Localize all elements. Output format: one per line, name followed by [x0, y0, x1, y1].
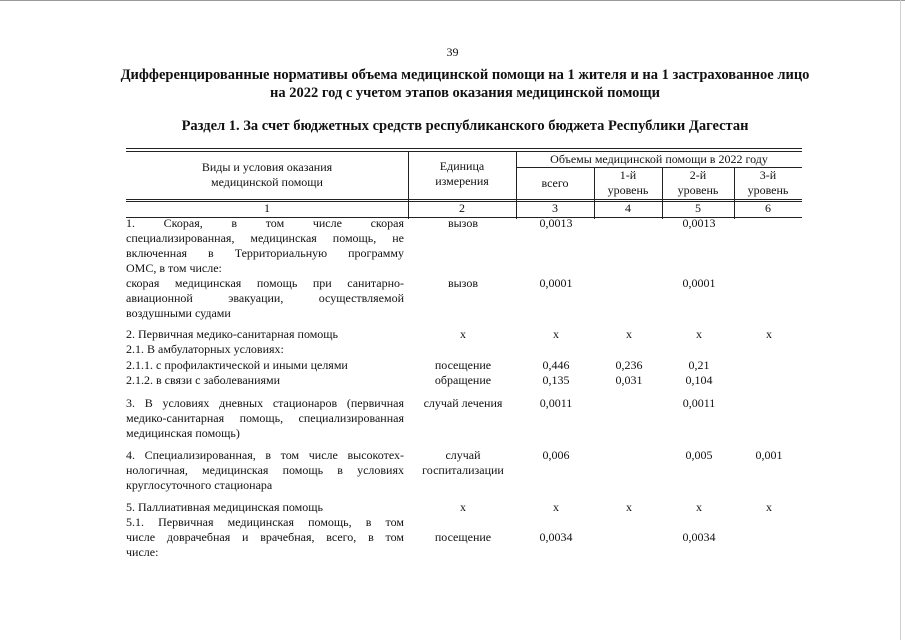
row-description: 2.1.2. в связи с заболеваниями: [126, 373, 281, 387]
col-number-1: 1: [264, 201, 270, 215]
row-unit: обращение: [434, 373, 492, 387]
title-line-2: на 2022 год с учетом этапов оказания медицинской помощи: [270, 85, 660, 101]
row-description: 1. Скорая, в том числе скорая специализированная, медицинская помощь, не включенная в Территориальную программу ОМС, в том числе:: [126, 216, 404, 275]
row-total: 0,0034: [539, 530, 573, 544]
header-level-2: 2-й уровень: [677, 168, 719, 197]
table-top-line: [126, 148, 802, 149]
row-level-2: 0,0001: [682, 276, 716, 290]
row-description: 2. Первичная медико-санитарная помощь: [126, 327, 339, 341]
row-level-1: 0,236: [615, 358, 643, 372]
col-number-4: 4: [625, 201, 631, 215]
row-level-2: 0,104: [685, 373, 713, 387]
col-number-6: 6: [765, 201, 771, 215]
header-total: всего: [541, 176, 569, 190]
row-total: 0,446: [542, 358, 570, 372]
title-line-1: Дифференцированные нормативы объема медицинской помощи на 1 жителя и на 1 застрахованное лицо: [120, 67, 810, 83]
row-description: 5.1. Первичная медицинская помощь, в том числе доврачебная и врачебная, всего, в том числе:: [126, 515, 404, 559]
header-level-1: 1-й уровень: [607, 168, 649, 197]
row-description: 5. Паллиативная медицинская помощь: [126, 500, 323, 514]
row-total: 0,135: [542, 373, 570, 387]
row-description: 2.1. В амбулаторных условиях:: [126, 342, 284, 356]
row-level-1: x: [626, 327, 632, 341]
header-type: Виды и условия оказания медицинской помощи: [201, 160, 333, 189]
row-description: 2.1.1. с профилактической и иными целями: [126, 358, 348, 372]
row-level-3: x: [766, 500, 772, 514]
document-title: [80, 66, 850, 102]
header-bottom-line: [126, 199, 802, 200]
section-title: Раздел 1. За счет бюджетных средств республиканского бюджета Республики Дагестан: [181, 118, 749, 134]
header-level-3: 3-й уровень: [747, 168, 789, 197]
row-unit: x: [460, 500, 466, 514]
row-level-2: 0,0013: [682, 216, 716, 230]
row-total: 0,0011: [539, 396, 573, 410]
col-number-3: 3: [552, 201, 558, 215]
row-level-3: x: [766, 327, 772, 341]
row-total: 0,0001: [539, 276, 573, 290]
row-level-1: x: [626, 500, 632, 514]
header-unit: Единица измерения: [435, 159, 489, 188]
row-total: x: [553, 500, 559, 514]
row-total: x: [553, 327, 559, 341]
row-description: скорая медицинская помощь при санитарно- авиационной эвакуации, осуществляемой воздушными судами: [126, 276, 404, 320]
row-level-2: 0,0011: [682, 396, 716, 410]
header-volumes: Объемы медицинской помощи в 2022 году: [550, 152, 768, 166]
page-number: 39: [446, 45, 459, 59]
row-level-2: 0,0034: [682, 530, 716, 544]
row-total: 0,006: [542, 448, 570, 462]
row-level-2: x: [696, 500, 702, 514]
row-unit: вызов: [447, 216, 479, 230]
col-number-5: 5: [695, 201, 701, 215]
row-description: 3. В условиях дневных стационаров (первичная медико-санитарная помощь, специализированная медицинская помощь): [126, 396, 404, 440]
row-unit: x: [460, 327, 466, 341]
row-unit: посещение: [434, 358, 492, 372]
row-description: 4. Специализированная, в том числе высокотех- нологичная, медицинская помощь в условиях круглосуточного стационара: [126, 448, 404, 492]
row-level-3: 0,001: [755, 448, 783, 462]
row-total: 0,0013: [539, 216, 573, 230]
row-unit: посещение: [434, 530, 492, 544]
row-unit: вызов: [447, 276, 479, 290]
col-number-2: 2: [459, 201, 465, 215]
row-level-2: 0,21: [688, 358, 710, 372]
row-unit: случай лечения: [423, 396, 503, 410]
row-level-1: 0,031: [615, 373, 643, 387]
row-level-2: x: [696, 327, 702, 341]
page-right-edge: [900, 0, 905, 640]
page-top-border: [0, 0, 905, 7]
row-unit: случай госпитализации: [422, 448, 504, 477]
row-level-2: 0,005: [685, 448, 713, 462]
